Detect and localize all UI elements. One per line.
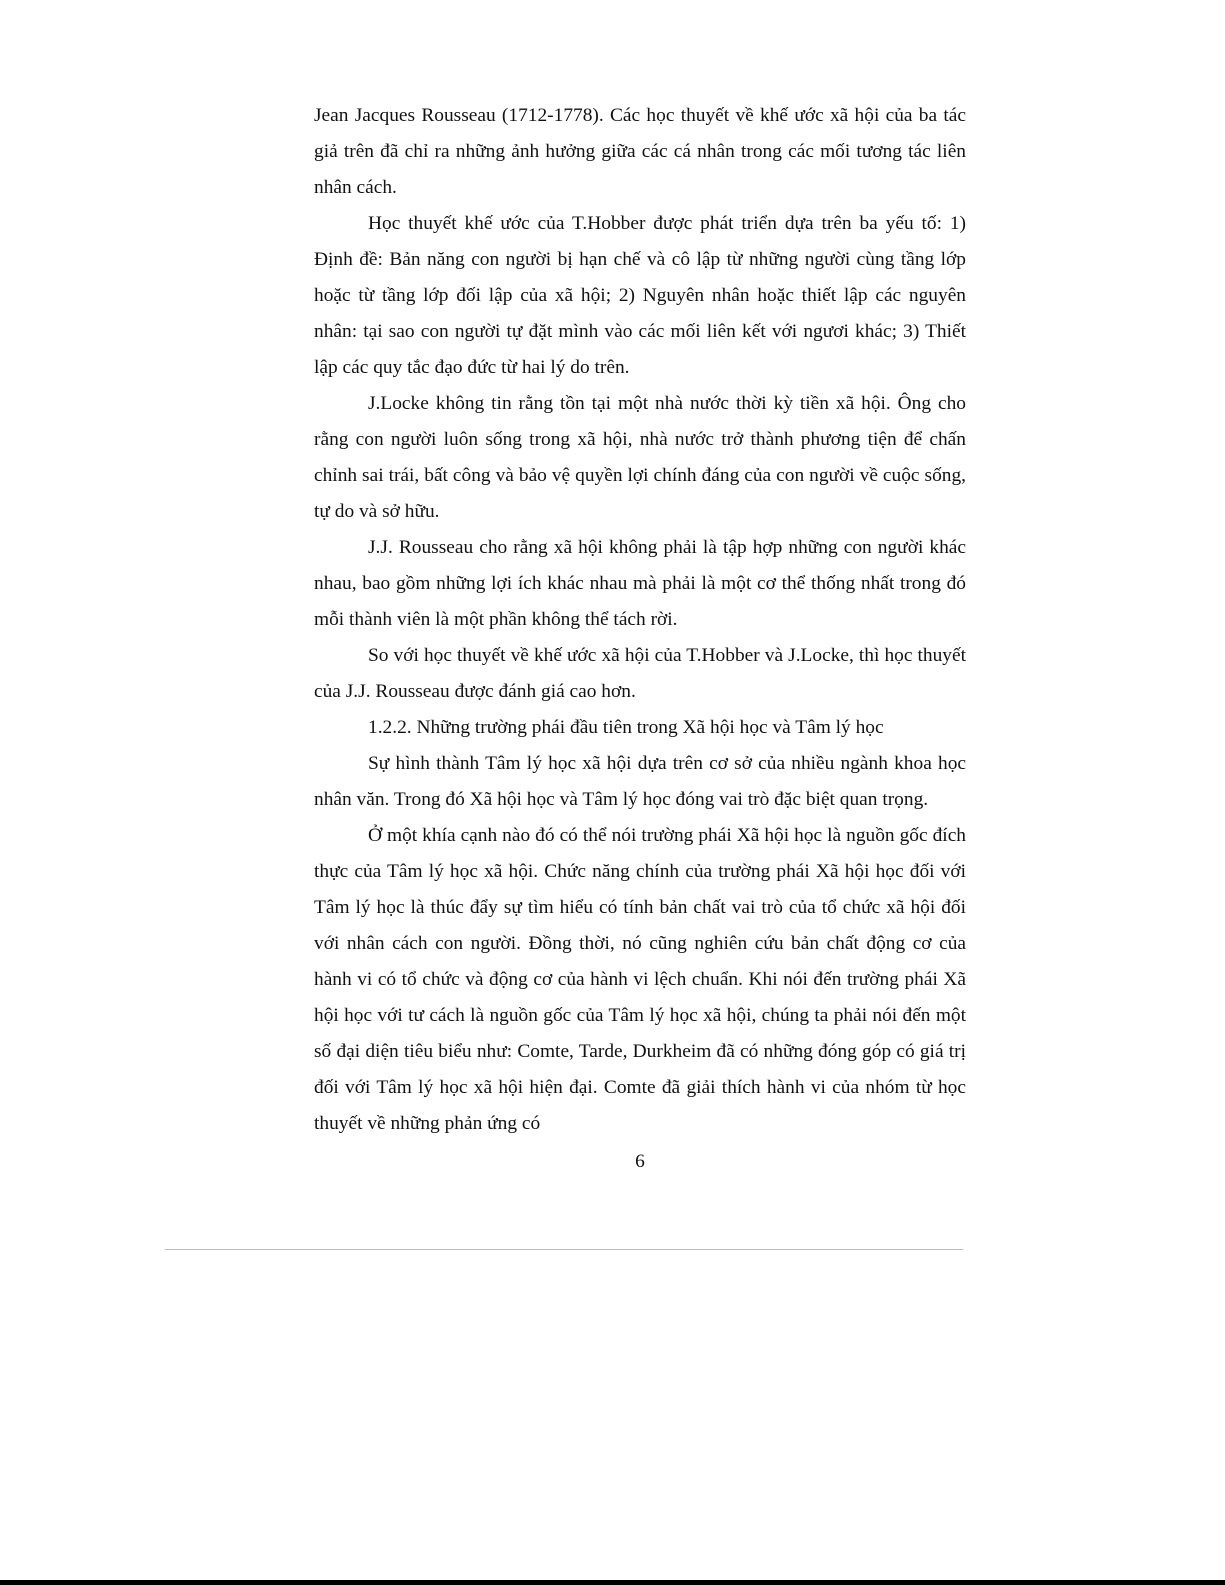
paragraph-5: So với học thuyết về khế ước xã hội của T.Hobber và J.Locke, thì học thuyết của J.J. Rousseau được đánh giá cao hơn.: [314, 645, 966, 702]
page-number: 6: [635, 1151, 645, 1172]
paragraph-3: J.Locke không tin rằng tồn tại một nhà nước thời kỳ tiền xã hội. Ông cho rằng con người luôn sống trong xã hội, nhà nước trở thành phương tiện để chấn chỉnh sai trái, bất công và bảo vệ quyền lợi chính đáng của con người về cuộc sống, tự do và sở hữu.: [314, 393, 966, 522]
bottom-border: [0, 1580, 1225, 1585]
section-heading: 1.2.2. Những trường phái đầu tiên trong Xã hội học và Tâm lý học: [368, 717, 884, 738]
paragraph-4: J.J. Rousseau cho rằng xã hội không phải là tập hợp những con người khác nhau, bao gồm những lợi ích khác nhau mà phải là một cơ thể thống nhất trong đó mỗi thành viên là một phần không thể tách rời.: [314, 537, 966, 630]
page-divider: [165, 1249, 963, 1250]
paragraph-6: Sự hình thành Tâm lý học xã hội dựa trên cơ sở của nhiều ngành khoa học nhân văn. Trong đó Xã hội học và Tâm lý học đóng vai trò đặc biệt quan trọng.: [314, 753, 966, 810]
page-body: [314, 98, 966, 1142]
paragraph-7: Ở một khía cạnh nào đó có thể nói trường phái Xã hội học là nguồn gốc đích thực của Tâm lý học xã hội. Chức năng chính của trường phái Xã hội học đối với Tâm lý học là thúc đẩy sự tìm hiểu có tính bản chất vai trò của tổ chức xã hội đối với nhân cách con người. Đồng thời, nó cũng nghiên cứu bản chất động cơ của hành vi có tổ chức và động cơ của hành vi lệch chuẩn. Khi nói đến trường phái Xã hội học với tư cách là nguồn gốc của Tâm lý học xã hội, chúng ta phải nói đến một số đại diện tiêu biểu như: Comte, Tarde, Durkheim đã có những đóng góp có giá trị đối với Tâm lý học xã hội hiện đại. Comte đã giải thích hành vi của nhóm từ học thuyết về những phản ứng có: [314, 825, 966, 1134]
paragraph-2: Học thuyết khế ước của T.Hobber được phát triển dựa trên ba yếu tố: 1) Định đề: Bản năng con người bị hạn chế và cô lập từ những người cùng tầng lớp hoặc từ tầng lớp đối lập của xã hội; 2) Nguyên nhân hoặc thiết lập các nguyên nhân: tại sao con người tự đặt mình vào các mối liên kết với ngươi khác; 3) Thiết lập các quy tắc đạo đức từ hai lý do trên.: [314, 213, 966, 378]
paragraph-1: Jean Jacques Rousseau (1712-1778). Các học thuyết về khế ước xã hội của ba tác giả trên đã chỉ ra những ảnh hưởng giữa các cá nhân trong các mối tương tác liên nhân cách.: [314, 105, 966, 198]
